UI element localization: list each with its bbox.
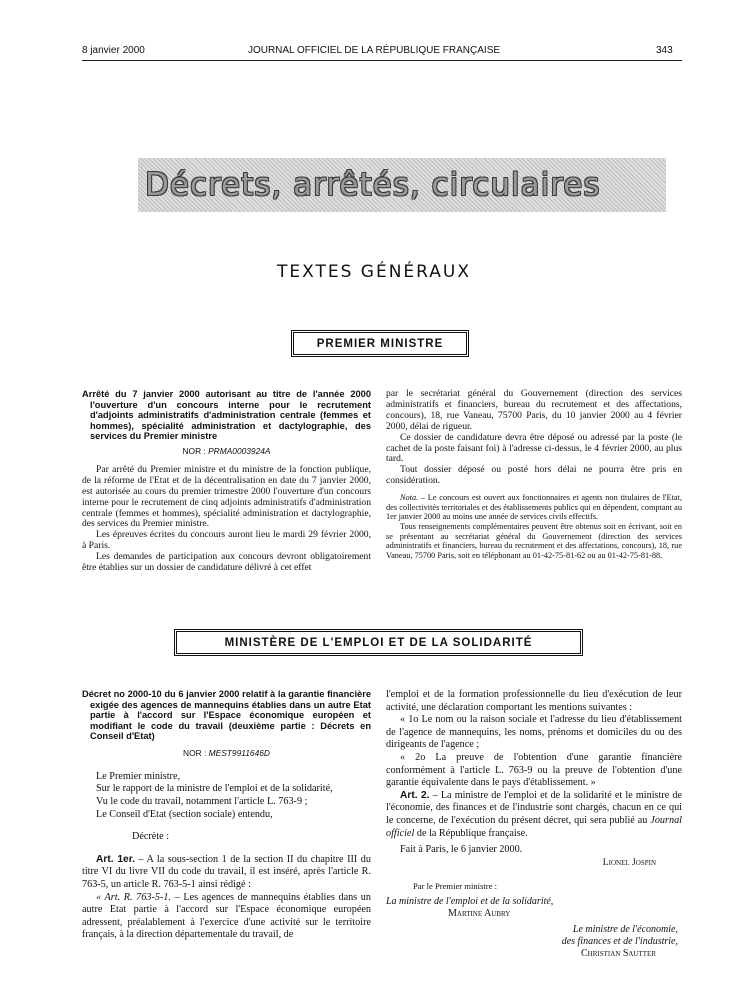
decret-right-column [386, 689, 682, 869]
decret-nor-code: MEST9911646D [208, 747, 270, 758]
ministre-emploi: La ministre de l'emploi et de la solidarité, [386, 896, 554, 907]
arrete-title: Arrêté du 7 janvier 2000 autorisant au titre de l'année 2000 l'ouverture d'un concours interne pour le recrutement d'adjoints administratifs d'administration centrale (femmes et hommes), spécialité administration et dactylographie, des services du Premier ministre [82, 389, 371, 442]
arrete-left-column [82, 389, 371, 574]
decret-nor [82, 748, 371, 759]
decret-paragraph: « 1o Le nom ou la raison sociale et l'adresse du lieu d'établissement de l'agence de mannequins, les noms, prénoms et domiciles du ou des dirigeants de l'agence ; [386, 714, 682, 751]
arrete-paragraph: Ce dossier de candidature devra être déposé ou adressé par la poste (le cachet de la poste faisant foi) à l'adresse ci-dessus, le 4 février 2000, au plus tard. [386, 431, 682, 465]
article-1-text: – A la sous-section 1 de la section II du chapitre III du titre VI du livre VII du code du travail, il est inséré, après l'article R. 763-5, un article R. 763-5-1 ainsi rédigé : [82, 853, 371, 891]
arrete-paragraph: Les épreuves écrites du concours auront lieu le mardi 29 février 2000, à Paris. [82, 529, 371, 552]
article-quote-text: – Les agences de mannequins établies dans un autre Etat partie à l'accord sur l'Espace économique européen adressent, préalablement à l'exercice d'une activité sur le territoire français, à la direction départementale du travail, de [82, 891, 371, 941]
header-journal-title: JOURNAL OFFICIEL DE LA RÉPUBLIQUE FRANÇAISE [247, 45, 501, 56]
signature-aubry: Martine Aubry [448, 908, 511, 919]
decret-visa: Vu le code du travail, notamment l'article L. 763-9 ; [96, 796, 308, 808]
ministre-economie-suite: des finances et de l'industrie, [561, 936, 678, 947]
header-date: 8 janvier 2000 [82, 45, 145, 56]
decret-visa: Le Conseil d'Etat (section sociale) entendu, [96, 808, 273, 820]
decret-visa: Sur le rapport de la ministre de l'emploi et de la solidarité, [96, 783, 333, 795]
journal-officiel-ref: Journal officiel [386, 814, 682, 839]
decret-paragraph: l'emploi et de la formation professionnelle du lieu d'exécution de leur activité, une déclaration comportant les mentions suivantes : [386, 689, 682, 713]
ministry-heading-premier-ministre [291, 330, 469, 357]
decret-article-quote [82, 892, 371, 942]
section-title: TEXTES GÉNÉRAUX [276, 262, 471, 282]
arrete-nor-code: PRMA0003924A [208, 445, 271, 456]
decret-decrete: Décrète : [132, 831, 170, 843]
banner-title: Décrets, arrêtés, circulaires [145, 167, 601, 203]
header-rule [82, 60, 682, 61]
arrete-right-column [386, 389, 682, 560]
signature-premier-ministre: Lionel Jospin [602, 856, 656, 868]
arrete-nor-label: NOR : [182, 445, 206, 456]
decret-visa: Le Premier ministre, [96, 770, 181, 782]
arrete-note-label: Nota. [400, 493, 419, 503]
arrete-note: Tous renseignements complémentaires peuvent être obtenus soit en écrivant, soit en se présentant au secrétariat général du Gouvernement (direction des services administratifs et financiers, bureau du recrutement et des affectations, concours), 18, rue Vaneau, 75700 Paris, soit en téléphonant au 01-42-75-81-62 ou au 01-42-75-81-88. [386, 521, 682, 560]
ministre-economie: Le ministre de l'économie, [572, 924, 678, 935]
article-1-label: Art. 1er. [96, 853, 135, 865]
article-2-end: de la République française. [414, 827, 528, 839]
article-quote-label: « Art. R. 763-5-1. [96, 891, 171, 903]
ministry-heading-label: PREMIER MINISTRE [293, 332, 467, 355]
decret-nor-label: NOR : [183, 747, 207, 758]
arrete-paragraph: Par arrêté du Premier ministre et du ministre de la fonction publique, de la réforme de l'Etat et de la décentralisation en date du 7 janvier 2000, est autorisée au cours du premier trimestre 2000 l'ouverture d'un concours interne pour le recrutement de cinq adjoints administratifs d'administration centrale (femmes et hommes), spécialité administration et dactylographie, des services du Premier ministre. [82, 463, 371, 530]
signature-sautter: Christian Sautter [580, 948, 656, 959]
decret-title: Décret no 2000-10 du 6 janvier 2000 relatif à la garantie financière exigée des agences de mannequins établies dans un autre Etat partie à l'accord sur l'Espace économique européen et modifiant le code du travail (deuxième partie : Décrets en Conseil d'Etat) [82, 689, 371, 742]
decret-left-column [82, 689, 371, 942]
section-banner [138, 158, 666, 212]
header-page-number: 343 [656, 45, 673, 56]
article-2-label: Art. 2. [400, 789, 430, 801]
arrete-paragraph: Les demandes de participation aux concours devront obligatoirement être établies sur un dossier de candidature délivré à cet effet [82, 551, 371, 574]
decret-fait: Fait à Paris, le 6 janvier 2000. [400, 844, 523, 856]
ministry-heading-label: MINISTÈRE DE L'EMPLOI ET DE LA SOLIDARITÉ [176, 631, 581, 654]
decret-article-1 [82, 854, 371, 892]
ministry-heading-emploi-solidarite [174, 629, 583, 656]
arrete-note [386, 493, 682, 522]
arrete-paragraph: Tout dossier déposé ou posté hors délai ne pourra être pris en considération. [386, 464, 682, 487]
article-2-text: – La ministre de l'emploi et de la solidarité et le ministre de l'économie, des finances et de l'industrie sont chargés, chacun en ce qui le concerne, de l'exécution du présent décret, qui sera publié au [386, 789, 682, 826]
arrete-note-text: – Le concours est ouvert aux fonctionnaires et agents non titulaires de l'Etat, des collectivités territoriales et des établissements publics qui en dépendent, comptant au 1er janvier 2000 au moins une année de services civils effectifs. [386, 493, 682, 522]
arrete-paragraph: par le secrétariat général du Gouvernement (direction des services administratifs et financiers, bureau du recrutement et des affectations, concours), 18, rue Vaneau, 75700 Paris, du 10 janvier 2000 au 4 février 2000, délai de rigueur. [386, 388, 682, 432]
decret-article-2 [386, 790, 682, 840]
arrete-nor [82, 446, 371, 457]
decret-paragraph: « 2o La preuve de l'obtention d'une garantie financière conformément à l'article L. 763-9 ou la preuve de l'obtention d'une garantie équivalente dans le pays d'établissement. » [386, 751, 682, 789]
par-premier-ministre: Par le Premier ministre : [413, 881, 498, 891]
